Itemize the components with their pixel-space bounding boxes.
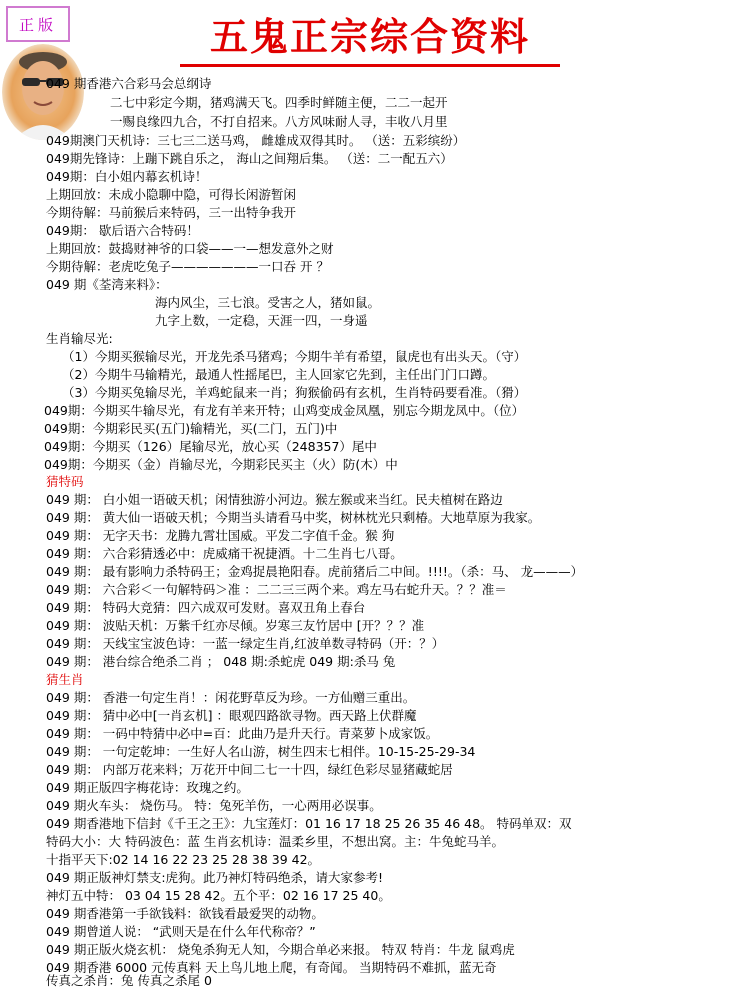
text-line: （1）今期买猴输尽光，开龙先杀马猪鸡；今期牛羊有希望，鼠虎也有出头天。（守） <box>62 349 527 364</box>
text-line: 049 期香港六合彩马会总纲诗 <box>46 76 212 91</box>
text-line: 特码大小：大 特码波色：蓝 生肖玄机诗：温柔乡里，不想出窝。主：牛兔蛇马羊。 <box>46 834 504 849</box>
text-line: 049期：白小姐内幕玄机诗！ <box>46 169 208 184</box>
text-line: 传真之杀肖：兔 传真之杀尾 0 <box>46 973 212 988</box>
text-line: 生肖输尽光: <box>46 331 113 346</box>
text-line: 049 期： 黄大仙一语破天机；今期当头请看马中奖，树林枕光只剩椿。大地草原为我家。 <box>46 510 541 525</box>
text-line: 049 期曾道人说： “武则天是在什么年代称帝？” <box>46 924 316 939</box>
text-line: 049 期香港第一手欲钱料：欲钱看最爱哭的动物。 <box>46 906 324 921</box>
text-line: 049 期： 特码大竞猜：四六成双可发财。喜双丑角上春台 <box>46 600 366 615</box>
text-line: 049 期： 一码中特猜中必中=百：此曲乃是升天行。青菜萝卜成家饭。 <box>46 726 439 741</box>
text-line: 今期待解：老虎吃兔子———————一口吞 开 ？ <box>46 259 329 274</box>
genuine-badge: 正版 <box>6 6 70 42</box>
text-line: 049 期： 内部万花来料；万花开中间二七一十四，绿红色彩尽显猪藏蛇居 <box>46 762 453 777</box>
text-line: 049 期： 猜中必中[一肖玄机] ：眼观四路欲寻物。西天路上伏群魔 <box>46 708 417 723</box>
text-line: 049 期《荃湾来料》： <box>46 277 168 292</box>
text-line: 上期回放：未成小隐聊中隐，可得长闲游暂闲 <box>46 187 297 202</box>
text-line: 049期澳门天机诗：三七三二送马鸡， 雌雄成双得其时。 （送：五彩缤纷） <box>46 133 466 148</box>
text-line: 049 期： 一句定乾坤：一生好人名山游，树生四末七相伴。10-15-25-29-34 <box>46 744 476 759</box>
text-line: 049 期正版四字梅花诗：玫瑰之约。 <box>46 780 249 795</box>
text-line: 049期： 歇后语六合特码！ <box>46 223 199 238</box>
text-line: （3）今期买兔输尽光，羊鸡蛇鼠来一肖；狗猴偷码有玄机，生肖特码要看准。（猾） <box>62 385 527 400</box>
page-title: 五鬼正宗综合资料 <box>180 12 560 67</box>
text-line: 十指平天下:02 14 16 22 23 25 28 38 39 42。 <box>46 852 321 867</box>
text-line: 049 期正版神灯禁支:虎狗。此乃神灯特码绝杀，请大家参考! <box>46 870 384 885</box>
text-line: 049 期： 白小姐一语破天机；闲情独游小河边。猴左猴或来当红。民夫植树在路边 <box>46 492 503 507</box>
text-line: 二七中彩定今期，猪鸡满天飞。四季时鲜随主便，二二一起开 <box>110 95 448 110</box>
text-line: 049 期香港 6000 元传真料 天上鸟儿地上爬，有奇闻。 当期特码不难抓，蓝无奇 <box>46 960 497 975</box>
text-line: 049期先锋诗：上蹦下跳自乐之， 海山之间翔后集。 （送：二一配五六） <box>46 151 453 166</box>
text-line: 049 期： 最有影响力杀特码王；金鸡捉晨艳阳春。虎前猪后二中间。!!!!。（杀：马、 龙———） <box>46 564 584 579</box>
text-line: 049 期： 波贴天机：万紫千红亦尽倾。岁寒三友竹居中 [开？？？准 <box>46 618 425 633</box>
text-line: 海内风尘，三七浪。受害之人，猪如鼠。 <box>155 295 381 310</box>
text-line: 049期：今期买（金）肖输尽光，今期彩民买主（火）防(木）中 <box>44 457 398 472</box>
text-line: 049期：今期买（126）尾输尽光，放心买（248357）尾中 <box>44 439 377 454</box>
text-line: 049 期： 天线宝宝波色诗：一蓝一绿定生肖,红波单数寻特码（开：？） <box>46 636 445 651</box>
text-line: 神灯五中特： 03 04 15 28 42。五个平：02 16 17 25 40。 <box>46 888 391 903</box>
text-line: 049 期正版火烧玄机： 烧兔杀狗无人知，今期合单必来报。 特双 特肖：牛龙 鼠鸡虎 <box>46 942 515 957</box>
text-line: 一赐良缘四九合，不打自招来。八方风味耐人寻，丰收八月里 <box>110 114 448 129</box>
text-line: 049 期香港地下信封《千王之王》：九宝莲灯：01 16 17 18 25 26 35 46 48。 特码单双：双 <box>46 816 572 831</box>
section-heading: 猜特码 <box>46 474 84 489</box>
text-line: 049 期： 六合彩猜透必中：虎威痛干祝捷酒。十二生肖七八哥。 <box>46 546 403 561</box>
text-line: （2）今期牛马输精光，最通人性摇尾巴，主人回家它先到，主任出门门口蹲。 <box>62 367 495 382</box>
text-line: 今期待解：马前猴后来特码，三一出特争我开 <box>46 205 297 220</box>
text-line: 049 期： 港台综合绝杀二肖 ； 048 期:杀蛇虎 049 期:杀马 兔 <box>46 654 396 669</box>
text-line: 上期回放：鼓捣财神爷的口袋——一—想发意外之财 <box>46 241 334 256</box>
text-line: 九字上数，一定稳，天涯一四，一身遥 <box>155 313 368 328</box>
text-line: 049 期： 香港一句定生肖！：闲花野草反为珍。一方仙赠三重出。 <box>46 690 416 705</box>
text-line: 049期：今期买牛输尽光，有龙有羊来开特；山鸡变成金凤凰，别忘今期龙凤中。（位） <box>44 403 525 418</box>
text-line: 049 期火车头： 烧伤马。 特：兔死羊伤，一心两用必误事。 <box>46 798 382 813</box>
text-line: 049期：今期彩民买(五门)输精光，买(二门，五门)中 <box>44 421 338 436</box>
text-line: 049 期： 无字天书：龙腾九霄壮国威。平发二字值千金。猴 狗 <box>46 528 395 543</box>
section-heading: 猜生肖 <box>46 672 84 687</box>
text-line: 049 期： 六合彩＜一句解特码＞准 ：二二三三两个来。鸡左马右蛇升天。？？准＝ <box>46 582 507 597</box>
